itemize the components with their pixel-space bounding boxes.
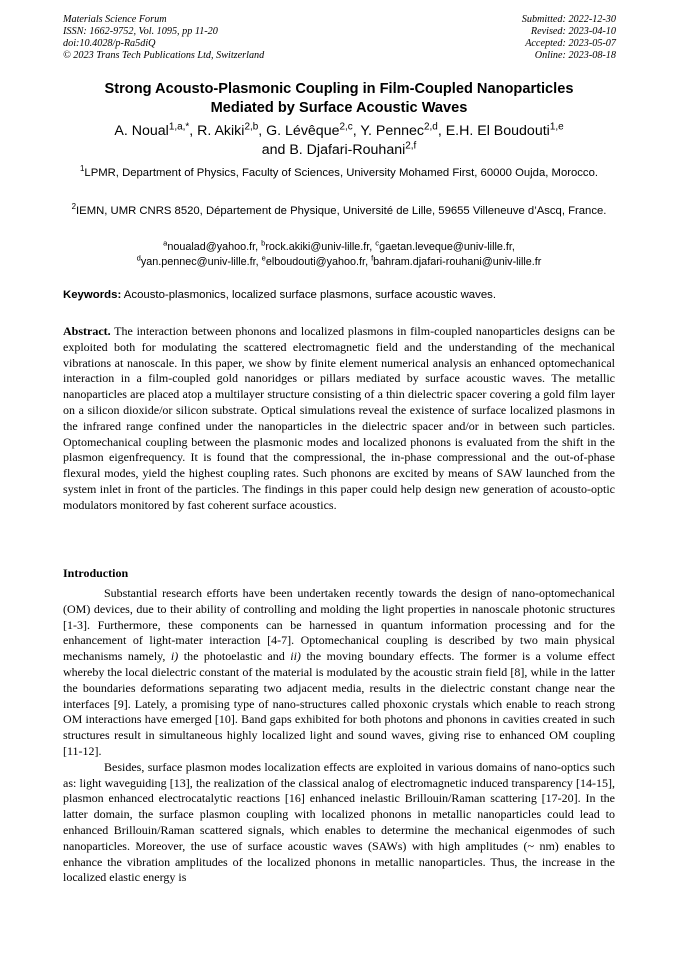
section-heading-introduction: Introduction <box>63 566 129 580</box>
author-sup: 2,c <box>339 121 353 133</box>
submitted-date: Submitted: 2022-12-30 <box>521 14 616 25</box>
intro-paragraph-2: Besides, surface plasmon modes localization effects are exploited in various domains of nano-optics such as: light waveguiding [13], the realization of the classical analog of electromagnetic induced transparency [14-15], plasmon enhanced electrocatalytic reactions [16] enhanced inelastic Brillouin/Raman scattering [17-20]. In the latter domain, the surface plasmon coupling with localized phonons in metallic nanoparticles could lead to enhanced Brillouin/Raman scattered signals, which enables to determine the mechanical eigenmodes of such nanoparticles. Moreover, the use of surface acoustic waves (SAWs) with high amplitudes (~ nm) enables to enhance the vibration amplitudes of the localized phonons in metallic nanoparticles. Thus, the increase in the localized elastic energy is <box>63 759 615 885</box>
email-a[interactable]: noualad@yahoo.fr <box>167 241 256 253</box>
author-name: A. Noual <box>114 123 169 139</box>
keywords-label: Keywords: <box>63 289 122 301</box>
revised-date: Revised: 2023-04-10 <box>530 26 616 37</box>
accepted-date: Accepted: 2023-05-07 <box>525 38 616 49</box>
author-name: R. Akiki <box>197 123 245 139</box>
copyright-line: © 2023 Trans Tech Publications Ltd, Switzerland <box>63 50 265 61</box>
keywords <box>63 288 615 303</box>
email-b[interactable]: rock.akiki@univ-lille.fr <box>265 241 370 253</box>
author-sup: 1,a,* <box>168 121 190 133</box>
author-name: Y. Pennec <box>360 123 425 139</box>
title-line-1: Strong Acousto-Plasmonic Coupling in Film-Coupled Nanoparticles <box>104 81 574 97</box>
email-f[interactable]: bahram.djafari-rouhani@univ-lille.fr <box>373 256 542 268</box>
author-name: B. Djafari-Rouhani <box>289 142 406 158</box>
affiliation-1: $^1$LPMR, Department of Physics, Faculty of Sciences, University Mohamed First, 60000 Oujda, Morocco. <box>80 164 598 179</box>
paper-title <box>63 80 615 118</box>
issn-line: ISSN: 1662-9752, Vol. 1095, pp 11-20 <box>63 26 218 37</box>
abstract <box>63 324 615 514</box>
author-sup: 2,f <box>405 140 417 152</box>
introduction-body <box>63 586 615 886</box>
author-emails: $^a$noualad@yahoo.fr, $^b$rock.akiki@univ-lille.fr, $^c$gaetan.leveque@univ-lille.fr, $^d$yan.pennec@univ-lille.fr, $^e$elboudouti@yahoo.fr, $^f$bahram.djafari-rouhani@univ-lille.fr <box>136 238 542 268</box>
author-sup: 2,d <box>424 121 438 133</box>
abstract-text: The interaction between phonons and localized plasmons in film-coupled nanoparticles designs can be exploited both for modulating the scattered electromagnetic field and the understanding of the mechanical vibrations at nanoscale. In this paper, we show by finite element numerical analysis an enhanced optomechanical interaction in a film-coupled gold nanoridges or pillars mediated by surface acoustic waves. The metallic nanoparticles are placed atop a multilayer structure consisting of a thin dielectric spacer covering a gold film layer on a silicon dioxide/or silicon substrate. Optical simulations reveal the existence of surface localized plasmons in the infrared range confined under the nanoparticles in the dielectric spacer and/or in between such particles. Optomechanical coupling between the plasmonic modes and localized phonons is evaluated from the shift in the plasmon eigenfrequency. It is found that the compressional, the in-phase compressional and the out-of-phase flexural modes, yield the highest coupling rates. Such phonons are excited by means of SAW launched from the system inlet in front of the particles. The findings in this paper could help design new generation of acousto-optic modulators monitored by fast coherent surface acoustics. <box>63 324 615 512</box>
author-name: G. Lévêque <box>266 123 340 139</box>
author-list: A. Noual$^{1,a,*}$, R. Akiki$^{2,b}$, G. Lévêque$^{2,c}$, Y. Pennec$^{2,d}$, E.H. El Boudouti$^{1,e}$ and B. Djafari-Rouhani$^{2,f}$ <box>114 121 564 158</box>
author-sup: 1,e <box>549 121 564 133</box>
affiliation-2: $^2$IEMN, UMR CNRS 8520, Département de Physique, Université de Lille, 59655 Villeneuve d’Ascq, France. <box>71 202 607 217</box>
email-d[interactable]: yan.pennec@univ-lille.fr <box>140 256 256 268</box>
title-line-2: Mediated by Surface Acoustic Waves <box>210 100 468 116</box>
author-name: E.H. El Boudouti <box>445 123 550 139</box>
intro-paragraph-1: Substantial research efforts have been undertaken recently towards the design of nano-optomechanical (OM) devices, due to their ability of controlling and molding the light properties in nanoscale photonic structures [1-3]. Furthermore, these components can be harnessed in quantum information processing and for the enhancement of light-mater interaction [4-7]. Optomechanical coupling is described by two main physical mechanisms namely, i) the photoelastic and ii) the moving boundary effects. The former is a volume effect whereby the local dielectric constant of the material is modulated by the acoustic strain field [8], while in the latter the boundaries deformations separating two adjacent media, results in the dielectric constant change near the interfaces [9]. Lately, a promising type of nano-structures called phoxonic crystals which enable to reach strong OM interactions have emerged [10]. Band gaps exhibited for both photons and phonons in cavities created in such structures result in simultaneous highly localized light and sound waves, giving rise to enhanced OM coupling [11-12]. <box>63 586 615 758</box>
abstract-label: Abstract. <box>63 324 111 338</box>
author-sup: 2,b <box>244 121 259 133</box>
online-date: Online: 2023-08-18 <box>534 50 616 61</box>
journal-name: Materials Science Forum <box>63 14 167 25</box>
email-c[interactable]: gaetan.leveque@univ-lille.fr <box>379 241 512 253</box>
doi-line: doi:10.4028/p-Ra5diQ <box>63 38 156 49</box>
email-e[interactable]: elboudouti@yahoo.fr <box>265 256 366 268</box>
journal-info <box>63 14 264 62</box>
publication-dates <box>522 14 616 62</box>
keywords-text: Acousto-plasmonics, localized surface plasmons, surface acoustic waves. <box>121 289 497 301</box>
